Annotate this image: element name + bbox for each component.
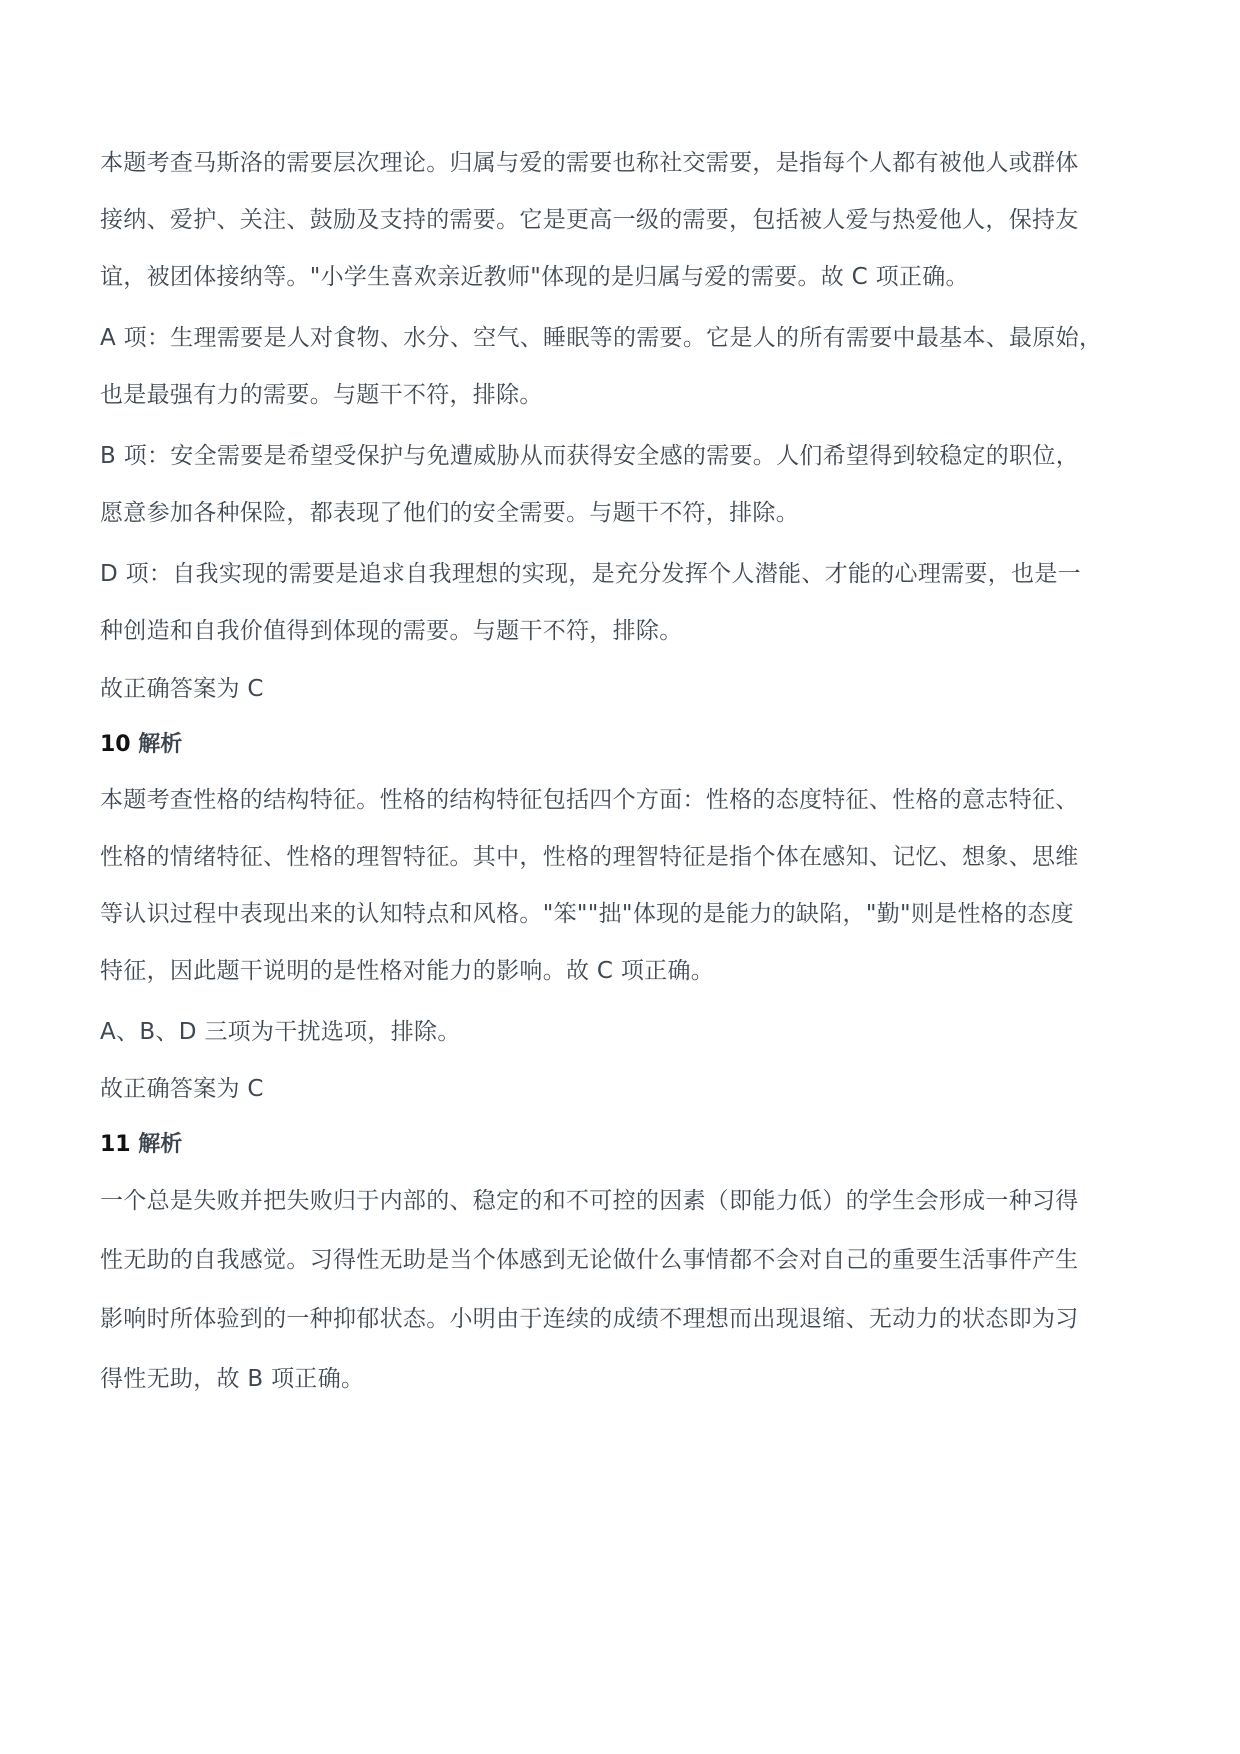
question-number: 10 [100, 732, 131, 757]
paragraph-line: 等认识过程中表现出来的认知特点和风格。"笨""拙"体现的是能力的缺陷，"勤"则是性格的态度 [100, 901, 1074, 927]
paragraph-line: 影响时所体验到的一种抑郁状态。小明由于连续的成绩不理想而出现退缩、无动力的状态即为习 [100, 1306, 1079, 1332]
paragraph-line: 一个总是失败并把失败归于内部的、稳定的和不可控的因素（即能力低）的学生会形成一种习得 [100, 1188, 1079, 1214]
paragraph-line: 接纳、爱护、关注、鼓励及支持的需要。它是更高一级的需要，包括被人爱与热爱他人，保持友 [100, 207, 1079, 233]
option-a-explanation-line: 也是最强有力的需要。与题干不符，排除。 [100, 382, 543, 408]
paragraph-line: 谊，被团体接纳等。"小学生喜欢亲近教师"体现的是归属与爱的需要。故 C 项正确。 [100, 264, 969, 290]
paragraph-line: 得性无助，故 B 项正确。 [100, 1366, 365, 1392]
paragraph-line: 性格的情绪特征、性格的理智特征。其中，性格的理智特征是指个体在感知、记忆、想象、思维 [100, 844, 1079, 870]
question-number: 11 [100, 1132, 131, 1157]
option-d-explanation-line: D 项：自我实现的需要是追求自我理想的实现，是充分发挥个人潜能、才能的心理需要，也是一 [100, 561, 1081, 587]
option-b-explanation-line: B 项：安全需要是希望受保护与免遭威胁从而获得安全感的需要。人们希望得到较稳定的职位， [100, 443, 1079, 469]
option-a-explanation-line: A 项：生理需要是人对食物、水分、空气、睡眠等的需要。它是人的所有需要中最基本、最原始， [100, 325, 1103, 351]
distractor-options-line: A、B、D 三项为干扰选项，排除。 [100, 1019, 461, 1045]
paragraph-line: 性无助的自我感觉。习得性无助是当个体感到无论做什么事情都不会对自己的重要生活事件产生 [100, 1247, 1079, 1273]
section-heading [100, 730, 182, 760]
paragraph-line: 特征，因此题干说明的是性格对能力的影响。故 C 项正确。 [100, 958, 715, 984]
correct-answer-line: 故正确答案为 C [100, 676, 264, 702]
paragraph-line: 本题考查马斯洛的需要层次理论。归属与爱的需要也称社交需要，是指每个人都有被他人或群体 [100, 150, 1079, 176]
option-b-explanation-line: 愿意参加各种保险，都表现了他们的安全需要。与题干不符，排除。 [100, 500, 799, 526]
heading-label: 解析 [138, 732, 183, 757]
section-heading [100, 1130, 182, 1160]
heading-label: 解析 [138, 1132, 183, 1157]
option-d-explanation-line: 种创造和自我价值得到体现的需要。与题干不符，排除。 [100, 618, 683, 644]
correct-answer-line: 故正确答案为 C [100, 1076, 264, 1102]
paragraph-line: 本题考查性格的结构特征。性格的结构特征包括四个方面：性格的态度特征、性格的意志特征、 [100, 787, 1079, 813]
